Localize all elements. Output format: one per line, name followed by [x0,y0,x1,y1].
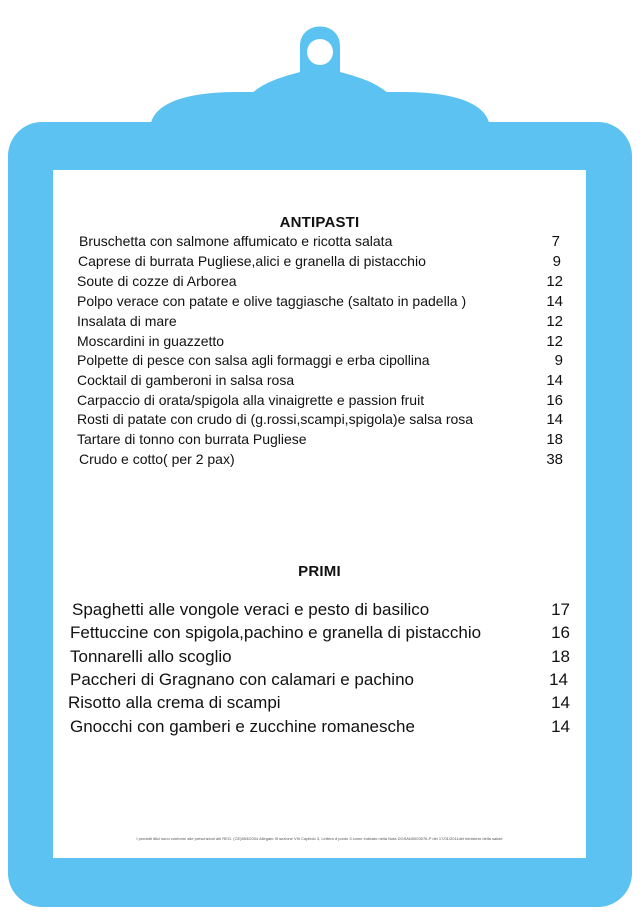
menu-item [53,391,586,411]
item-name: Polpette di pesce con salsa agli formaggi e erba cipollina [77,352,430,368]
menu-item [53,292,586,312]
item-name: Fettuccine con spigola,pachino e granella di pistacchio [70,623,482,642]
menu-item [53,668,586,688]
item-price: 14 [551,693,570,712]
menu-item [53,252,586,272]
item-price: 14 [546,293,563,310]
menu-item [53,691,586,711]
item-name: Soute di cozze di Arborea [77,273,237,289]
item-name: Polpo verace con patate e olive taggiasche (saltato in padella ) [77,293,467,309]
menu-paper [53,170,586,858]
menu-item [53,598,586,618]
item-price: 14 [546,411,563,428]
item-price: 9 [554,352,563,369]
item-name: Bruschetta con salmone affumicato e ricotta salata [79,233,393,249]
menu-item [53,410,586,430]
item-price: 12 [546,333,563,350]
menu-item [53,272,586,292]
item-name: Moscardini in guazzetto [77,333,225,349]
item-name: Gnocchi con gamberi e zucchine romanesche [70,717,415,736]
item-price: 7 [551,233,560,250]
item-price: 38 [546,451,563,468]
item-price: 18 [551,647,570,666]
legal-footnote: I prodotti ittici sono conformi alle prescrizioni del REG. (CE)853/2004 Allegato III sezione VIII Capitolo 3, Lettera d punto 3 come indicato nella Nota DGSAN0003076-P del 17/01/2011del ministero della salute [136,836,503,841]
menu-item [53,332,586,352]
primi-title: PRIMI [298,563,341,580]
item-price: 16 [546,392,563,409]
item-name: Crudo e cotto( per 2 pax) [79,451,235,467]
menu-item [53,371,586,391]
item-price: 14 [546,372,563,389]
item-name: Tartare di tonno con burrata Pugliese [77,431,307,447]
item-name: Spaghetti alle vongole veraci e pesto di basilico [72,600,430,619]
item-price: 14 [549,670,568,689]
item-price: 12 [546,273,563,290]
item-name: Caprese di burrata Pugliese,alici e granella di pistacchio [78,253,426,269]
item-name: Insalata di mare [77,313,177,329]
item-price: 17 [551,600,570,619]
menu-item [53,430,586,450]
item-name: Risotto alla crema di scampi [68,693,281,712]
menu-item [53,621,586,641]
item-price: 18 [546,431,563,448]
antipasti-title: ANTIPASTI [279,214,360,231]
menu-item [53,715,586,735]
menu-item [53,645,586,665]
item-name: Rosti di patate con crudo di (g.rossi,scampi,spigola)e salsa rosa [77,411,474,427]
menu-item [53,312,586,332]
item-name: Paccheri di Gragnano con calamari e pachino [70,670,414,689]
item-price: 12 [546,313,563,330]
item-name: Tonnarelli allo scoglio [70,647,232,666]
item-name: Cocktail di gamberoni in salsa rosa [77,372,295,388]
menu-item [53,450,586,470]
item-price: 16 [551,623,570,642]
item-name: Carpaccio di orata/spigola alla vinaigrette e passion fruit [77,392,425,408]
item-price: 14 [551,717,570,736]
menu-item [53,232,586,252]
item-price: 9 [552,253,561,270]
menu-item [53,351,586,371]
